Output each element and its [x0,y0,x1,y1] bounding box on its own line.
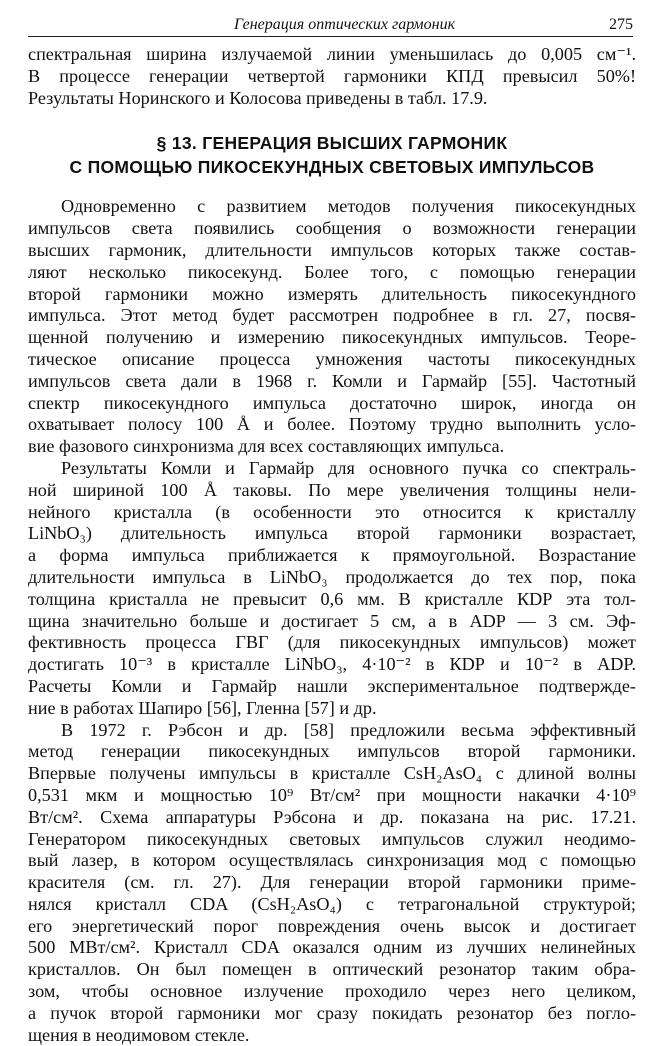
text-line: зом, чтобы основное излучение проходило через него целиком, [28,981,636,1002]
text-line: тическое описание процесса умножения частоты пикосекундных [28,348,636,369]
text-line: достигать 10⁻³ в кристалле LiNbO₃, 4·10⁻² в КDР и 10⁻² в ADP. [28,654,636,675]
text-line: Результаты Комли и Гармайр для основного пучка со спектраль- [61,457,636,478]
text-line: охватывает полосу 100 Å и более. Поэтому трудно выполнить усло- [28,414,636,435]
text-line: толщина кристалла не превысит 0,6 мм. В кристалле КDР эта тол- [28,588,636,609]
text-line: высших гармоник, длительности импульсов которых также состав- [28,239,636,260]
text-line: Вт/см². Схема аппаратуры Рэбсона и др. показана на рис. 17.21. [28,806,636,827]
text-line: спектр пикосекундного импульса достаточно широк, иногда он [28,392,636,413]
text-line: В процессе генерации четвертой гармоники КПД превысил 50%! [28,65,636,86]
text-line: 0,531 мкм и мощностью 10⁹ Вт/см² при мощности накачки 4·10⁹ [28,784,636,805]
text-line: 500 МВт/см². Кристалл CDA оказался одним из лучших нелинейных [28,937,636,958]
text-line: нялся кристалл CDA (CsH₂AsO₄) с тетрагональной структурой; [28,893,636,914]
text-line: длительности импульса в LiNbO₃ продолжается до тех пор, пока [28,566,636,587]
text-line: ляют несколько пикосекунд. Более того, с помощью генерации [28,261,636,282]
section-heading-line: С ПОМОЩЬЮ ПИКОСЕКУНДНЫХ СВЕТОВЫХ ИМПУЛЬСОВ [69,157,595,178]
text-line: метод генерации пикосекундных импульсов второй гармоники. [28,741,636,762]
text-line: Одновременно с развитием методов получения пикосекундных [61,196,636,217]
text-line: вие фазового синхронизма для всех составляющих импульса. [28,436,505,457]
text-line: красителя (см. гл. 27). Для генерации второй гармоники приме- [28,872,636,893]
text-line: Впервые получены импульсы в кристалле CsH₂AsO₄ с длиной волны [28,763,636,784]
text-line: Генератором пикосекундных световых импульсов служил неодимо- [28,828,636,849]
text-line: нейного кристалла (в особенности это относится к кристаллу [28,501,636,522]
text-line: импульсов света появились сообщения о возможности генерации [28,218,636,239]
text-line: щенной получению и измерению пикосекундных импульсов. Теоре- [28,327,636,348]
running-title: Генерация оптических гармоник [234,16,456,33]
text-line: его энергетический порог повреждения очень высок и достигает [28,915,636,936]
text-line: щина значительно больше и достигает 5 см, а в ADP — 3 см. Эф- [28,610,636,631]
body-text [28,44,636,1046]
text-line: фективность процесса ГВГ (для пикосекундных импульсов) может [28,632,636,653]
paragraph-3 [28,720,636,1046]
text-line: а пучок второй гармоники мог сразу покидать резонатор без погло- [28,1002,636,1023]
text-line: импульсов света дали в 1968 г. Комли и Гармайр [55]. Частотный [28,370,636,391]
text-line: ной шириной 100 Å таковы. По мере увеличения толщины нели- [28,479,636,500]
text-line: спектральная ширина излучаемой линии уменьшилась до 0,005 см⁻¹. [28,44,636,64]
section-heading [28,131,636,179]
text-line: импульса. Этот метод будет рассмотрен подробнее в гл. 27, посвя- [28,305,636,326]
text-line: а форма импульса приближается к прямоугольной. Возрастание [28,545,636,566]
text-line: Расчеты Комли и Гармайр нашли экспериментальное подтвержде- [28,675,636,696]
intro-paragraph [28,44,636,109]
text-line: вый лазер, в котором осуществлялась синхронизация мод с помощью [28,850,636,871]
paragraph-1 [28,196,636,458]
text-line: кристаллов. Он был помещен в оптический резонатор таким обра- [28,959,636,980]
paragraph-2 [28,458,636,720]
text-line: LiNbO₃) длительность импульса второй гармоники возрастает, [28,523,636,544]
text-line: ние в работах Шапиро [56], Гленна [57] и др. [28,697,377,718]
running-header [28,10,633,37]
section-heading-line: § 13. ГЕНЕРАЦИЯ ВЫСШИХ ГАРМОНИК [156,133,508,154]
text-line: Результаты Норинского и Колосова приведены в табл. 17.9. [28,87,488,108]
text-line: В 1972 г. Рэбсон и др. [58] предложили весьма эффективный [61,719,636,740]
page-number: 275 [609,16,633,33]
text-line: щения в неодимовом стекле. [28,1024,250,1045]
text-line: второй гармоники можно измерять длительность пикосекундного [28,283,636,304]
